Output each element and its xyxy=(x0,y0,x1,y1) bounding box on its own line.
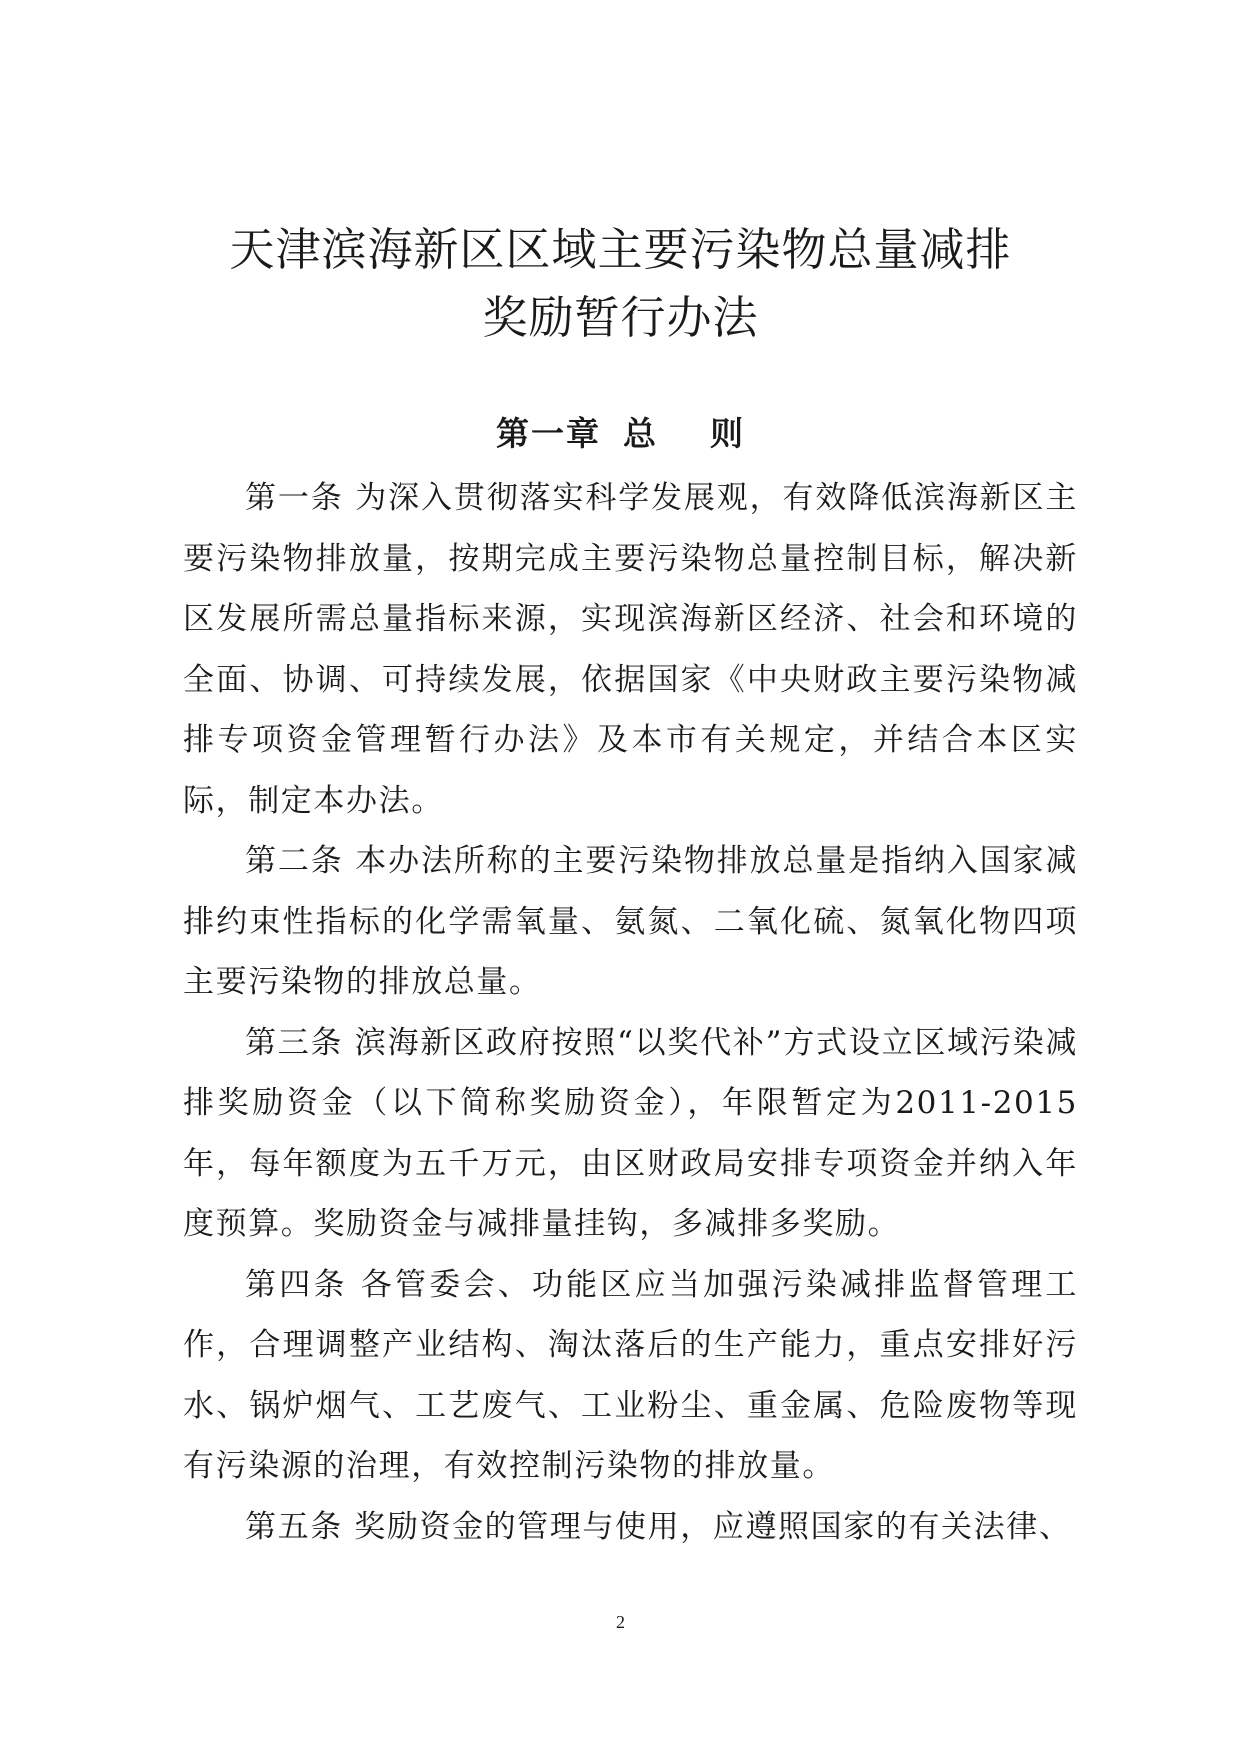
article-3: 第三条 滨海新区政府按照“以奖代补”方式设立区域污染减排奖励资金（以下简称奖励资金），年限暂定为2011-2015年，每年额度为五千万元，由区财政局安排专项资金并纳入年度预算。奖励资金与减排量挂钩，多减排多奖励。 xyxy=(183,1024,1078,1242)
article-1: 第一条 为深入贯彻落实科学发展观，有效降低滨海新区主要污染物排放量，按期完成主要污染物总量控制目标，解决新区发展所需总量指标来源，实现滨海新区经济、社会和环境的全面、协调、可持续发展，依据国家《中央财政主要污染物减排专项资金管理暂行办法》及本市有关规定，并结合本区实际，制定本办法。 xyxy=(183,480,1078,819)
chapter-heading xyxy=(0,410,1241,458)
document-title xyxy=(0,216,1241,352)
article-5: 第五条 奖励资金的管理与使用，应遵照国家的有关法律、 xyxy=(245,1508,1072,1545)
title-line-2: 奖励暂行办法 xyxy=(482,291,759,344)
page-number: 2 xyxy=(616,1612,625,1632)
title-line-1: 天津滨海新区区域主要污染物总量减排 xyxy=(229,223,1012,276)
chapter-title-part1: 总 xyxy=(623,414,658,453)
article-2: 第二条 本办法所称的主要污染物排放总量是指纳入国家减排约束性指标的化学需氧量、氨氮、二氧化硫、氮氧化物四项主要污染物的排放总量。 xyxy=(183,843,1078,1000)
chapter-title-part2: 则 xyxy=(710,414,745,453)
body-text xyxy=(183,468,1078,1557)
article-4: 第四条 各管委会、功能区应当加强污染减排监督管理工作，合理调整产业结构、淘汰落后的生产能力，重点安排好污水、锅炉烟气、工艺废气、工业粉尘、重金属、危险废物等现有污染源的治理，有效控制污染物的排放量。 xyxy=(183,1266,1078,1484)
chapter-number: 第一章 xyxy=(496,414,601,453)
